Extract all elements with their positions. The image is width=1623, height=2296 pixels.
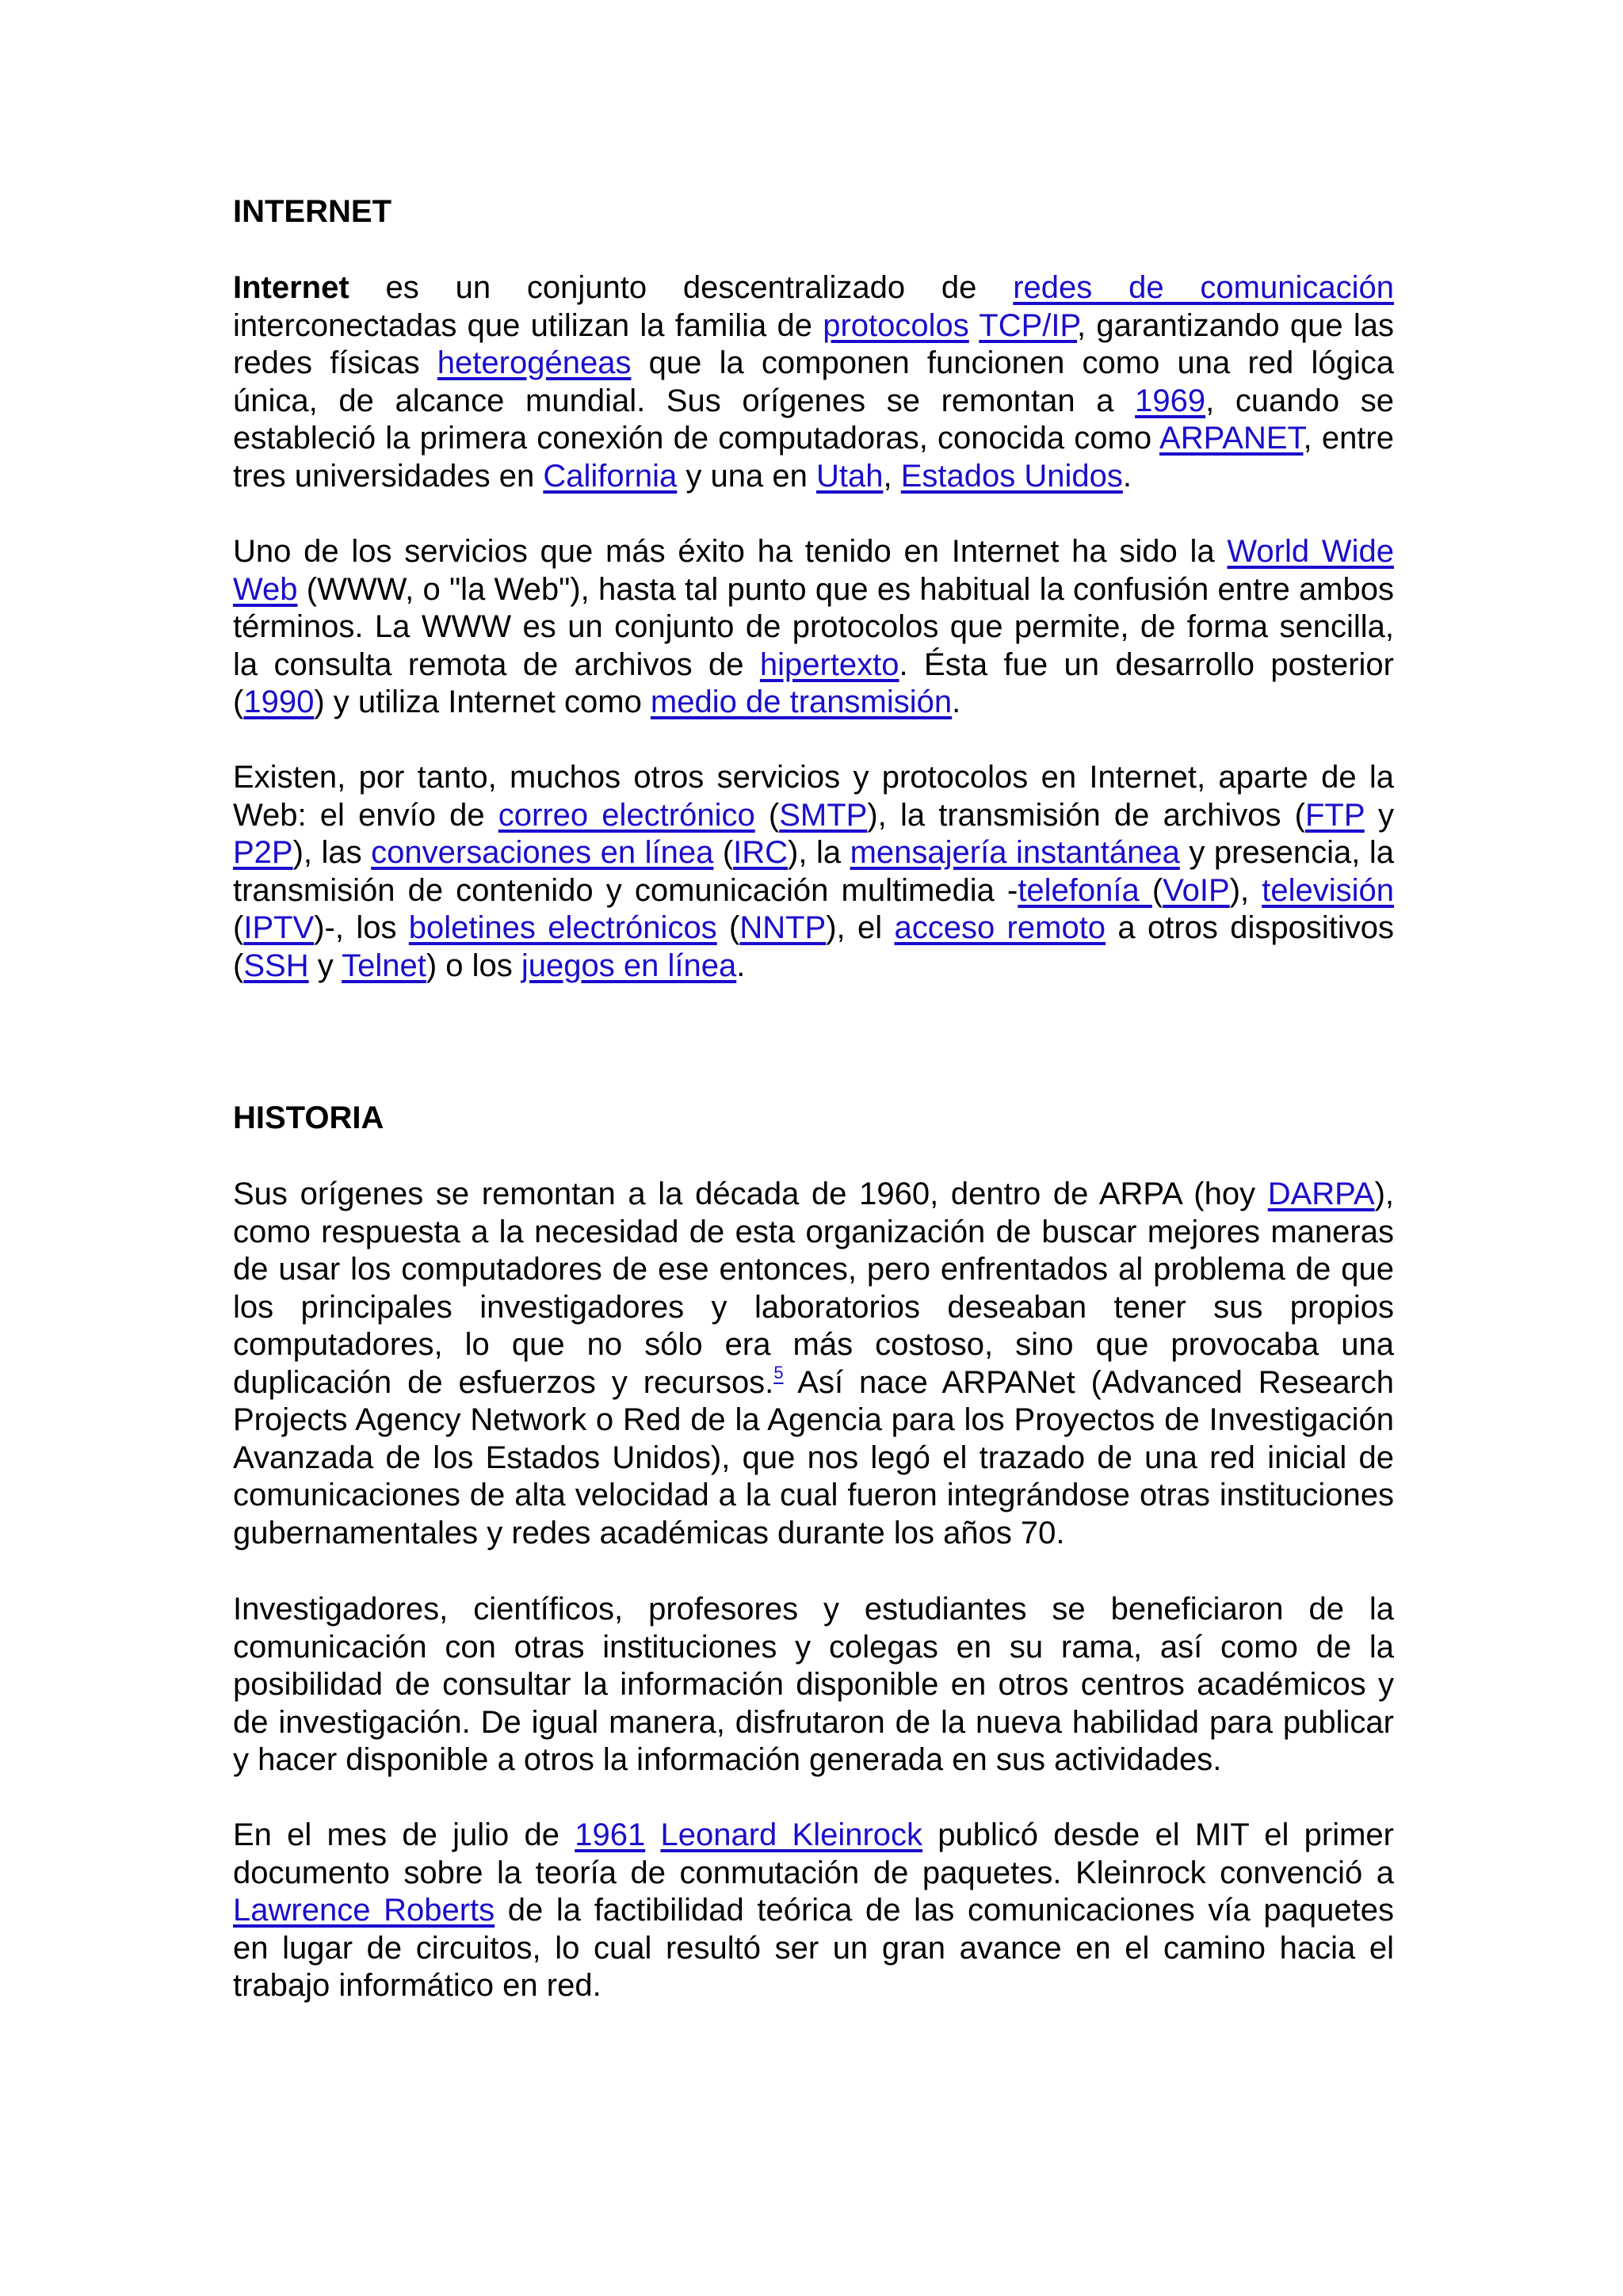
link-correo-electronico[interactable]: correo electrónico — [498, 797, 755, 833]
paragraph-internet-services: Existen, por tanto, muchos otros servicios y protocolos en Internet, aparte de la Web: el envío de correo electrónico (SMTP), la transmisión de archivos (FTP y P2P), las conversaciones en línea (IRC), la mensajería instantánea y presencia, la transmisión de contenido y comunicación multimedia -telefonía (VoIP), televisión (IPTV)-, los boletines electrónicos (NNTP), el acceso remoto a otros dispositivos (SSH y Telnet) o los juegos en línea. — [233, 760, 1395, 983]
link-1969[interactable]: 1969 — [1135, 383, 1206, 418]
link-leonard-kleinrock[interactable]: Leonard Kleinrock — [660, 1817, 923, 1852]
link-nntp[interactable]: NNTP — [739, 910, 827, 945]
link-california[interactable]: California — [543, 458, 678, 494]
link-boletines-electronicos[interactable]: boletines electrónicos — [408, 910, 717, 945]
link-1990[interactable]: 1990 — [243, 685, 315, 719]
link-protocolos[interactable]: protocolos — [823, 307, 969, 343]
paragraph-historia-origins: Sus orígenes se remontan a la década de 1960, dentro de ARPA (hoy DARPA), como respuesta a la necesidad de esta organización de buscar mejores maneras de usar los computadores de ese entonces, pero enfrentados al problema de que los principales investigadores y laboratorios deseaban tener sus propios computadores, lo que no sólo era más costoso, sino que provocaba una duplicación de esfuerzos y recursos.$^5$ Así nace ARPANet (Advanced Research Projects Agency Network o Red de la Agencia para los Proyectos de Investigación Avanzada de los Estados Unidos), que nos legó el trazado de una red inicial de comunicaciones de alta velocidad a la cual fueron integrándose otras instituciones gubernamentales y redes académicas durante los años 70. — [233, 1177, 1395, 1550]
link-medio-de-transmision[interactable]: medio de transmisión — [650, 685, 953, 719]
link-irc[interactable]: IRC — [733, 835, 789, 870]
link-mensajeria-instantanea[interactable]: mensajería instantánea — [850, 835, 1180, 870]
link-television[interactable]: televisión — [1262, 872, 1394, 908]
link-telefonia[interactable]: telefonía — [1018, 872, 1152, 908]
link-acceso-remoto[interactable]: acceso remoto — [894, 910, 1106, 945]
link-voip[interactable]: VoIP — [1163, 872, 1230, 908]
link-ftp[interactable]: FTP — [1305, 797, 1365, 833]
link-smtp[interactable]: SMTP — [779, 797, 868, 833]
link-juegos-en-linea[interactable]: juegos en línea — [521, 948, 737, 983]
link-lawrence-roberts[interactable]: Lawrence Roberts — [233, 1893, 495, 1928]
link-hipertexto[interactable]: hipertexto — [759, 646, 899, 682]
link-ssh[interactable]: SSH — [243, 948, 309, 983]
link-tcp-ip[interactable]: TCP/IP — [979, 307, 1078, 343]
section-title-internet: INTERNET — [233, 194, 391, 229]
link-estados-unidos[interactable]: Estados Unidos — [900, 458, 1123, 494]
link-arpanet[interactable]: ARPANET — [1159, 421, 1304, 456]
link-telnet[interactable]: Telnet — [342, 948, 426, 983]
link-darpa[interactable]: DARPA — [1267, 1177, 1375, 1211]
link-heterogeneas[interactable]: heterogéneas — [437, 345, 632, 380]
paragraph-historia-researchers: Investigadores, científicos, profesores y estudiantes se beneficiaron de la comunicación con otras instituciones y colegas en su rama, así como de la posibilidad de consultar la información disponible en otros centros académicos y de investigación. De igual manera, disfrutaron de la nueva habilidad para publicar y hacer disponible a otros la información generada en sus actividades. — [233, 1592, 1394, 1777]
paragraph-internet-definition: Internet es un conjunto descentralizado de redes de comunicación interconectadas que utilizan la familia de protocolos TCP/IP, garantizando que las redes físicas heterogéneas que la componen funcionen como una red lógica única, de alcance mundial. Sus orígenes se remontan a 1969, cuando se estableció la primera conexión de computadoras, conocida como ARPANET, entre tres universidades en California y una en Utah, Estados Unidos. — [233, 270, 1394, 494]
paragraph-internet-www: Uno de los servicios que más éxito ha tenido en Internet ha sido la World Wide Web (WWW, o "la Web"), hasta tal punto que es habitual la confusión entre ambos términos. La WWW es un conjunto de protocolos que permite, de forma sencilla, la consulta remota de archivos de hipertexto. Ésta fue un desarrollo posterior (1990) y utiliza Internet como medio de transmisión. — [233, 534, 1395, 719]
link-world-wide-web[interactable]: World Wide Web — [233, 534, 1394, 607]
link-utah[interactable]: Utah — [815, 458, 884, 494]
bold-term: Internet — [233, 270, 349, 305]
paragraph-historia-kleinrock: En el mes de julio de 1961 Leonard Kleinrock publicó desde el MIT el primer documento sobre la teoría de conmutación de paquetes. Kleinrock convenció a Lawrence Roberts de la factibilidad teórica de las comunicaciones vía paquetes en lugar de circuitos, lo cual resultó ser un gran avance en el camino hacia el trabajo informático en red. — [233, 1817, 1394, 2003]
link-redes-de-comunicacion[interactable]: redes de comunicación — [1013, 270, 1394, 305]
section-title-historia: HISTORIA — [233, 1100, 384, 1135]
link-1961[interactable]: 1961 — [575, 1817, 646, 1852]
link-conversaciones-en-linea[interactable]: conversaciones en línea — [371, 835, 714, 870]
link-iptv[interactable]: IPTV — [243, 910, 315, 945]
footnote-reference[interactable]: 5 — [773, 1362, 784, 1383]
link-p2p[interactable]: P2P — [233, 835, 293, 870]
